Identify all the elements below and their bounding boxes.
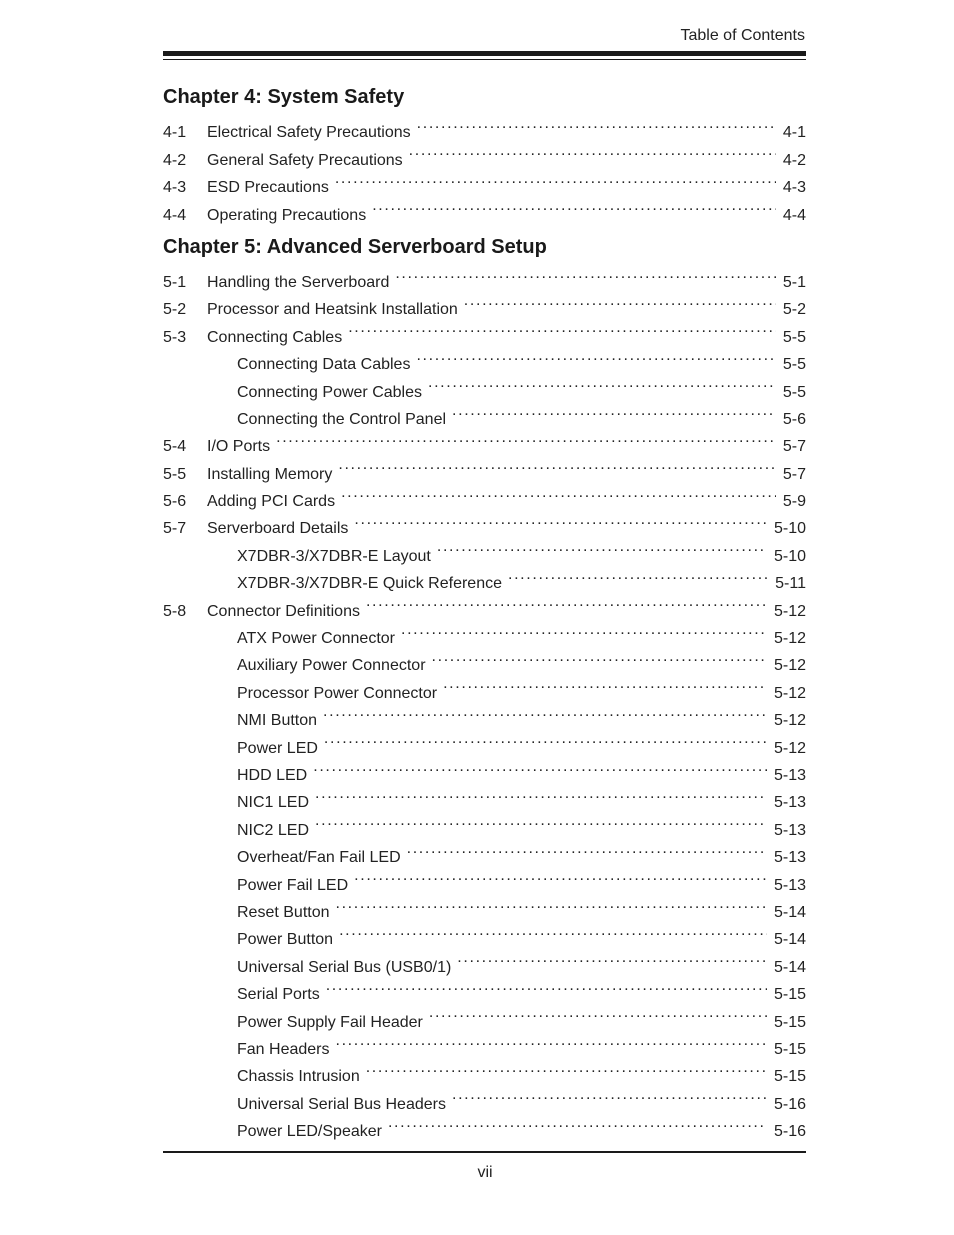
header-rule-thick	[163, 51, 806, 56]
toc-entry-page: 5-6	[782, 410, 806, 428]
dot-leader	[428, 369, 776, 396]
toc-entry-title: Processor and Heatsink Installation	[207, 301, 458, 319]
toc-entry-title: Auxiliary Power Connector	[237, 657, 426, 675]
toc-entry-title: X7DBR-3/X7DBR-E Layout	[237, 547, 431, 565]
toc-entry-title: I/O Ports	[207, 438, 271, 456]
dot-leader	[276, 424, 776, 451]
toc-entry-number: 5-4	[163, 438, 187, 456]
running-header: Table of Contents	[680, 27, 805, 44]
page-number: vii	[477, 1164, 493, 1181]
chapter-block	[163, 234, 806, 1141]
toc-entry-page: 5-16	[773, 1095, 806, 1113]
toc-entry-page: 5-14	[773, 931, 806, 949]
toc-entry-page: 5-12	[773, 657, 806, 675]
dot-leader	[354, 862, 767, 889]
dot-leader	[324, 725, 767, 752]
toc-entry-title: Universal Serial Bus Headers	[237, 1095, 446, 1113]
dot-leader	[457, 944, 767, 971]
toc-entry-page: 5-15	[773, 1040, 806, 1058]
toc-entry-page: 4-1	[782, 124, 806, 142]
dot-leader	[464, 287, 776, 314]
toc-entry-title: Reset Button	[237, 903, 330, 921]
toc-entry-page: 5-13	[773, 849, 806, 867]
toc-entry-page: 4-4	[782, 206, 806, 224]
dot-leader	[429, 999, 767, 1026]
toc-entry-page: 5-7	[782, 438, 806, 456]
toc-entry-page: 4-2	[782, 151, 806, 169]
toc-entry-number: 4-2	[163, 151, 187, 169]
chapter-block	[163, 84, 806, 224]
dot-leader	[326, 972, 767, 999]
dot-leader	[339, 917, 767, 944]
dot-leader	[366, 588, 767, 615]
dot-leader	[335, 165, 776, 192]
toc-entry-title: Power LED	[237, 739, 318, 757]
toc-entry-title: ATX Power Connector	[237, 630, 395, 648]
dot-leader	[388, 1109, 767, 1136]
chapter-title: Chapter 5: Advanced Serverboard Setup	[163, 235, 547, 258]
toc-entry-title: Fan Headers	[237, 1040, 330, 1058]
toc-entry-number: 4-1	[163, 124, 187, 142]
toc-entry-title: Universal Serial Bus (USB0/1)	[237, 958, 452, 976]
table-of-contents	[163, 84, 806, 1141]
dot-leader	[338, 451, 776, 478]
toc-entry-list	[163, 110, 806, 224]
toc-entry-number: 5-8	[163, 602, 187, 620]
toc-entry-title: Handling the Serverboard	[207, 273, 390, 291]
toc-entry-title: Serverboard Details	[207, 520, 349, 538]
toc-entry-title: Operating Precautions	[207, 206, 367, 224]
toc-entry-number: 5-6	[163, 493, 187, 511]
dot-leader	[354, 506, 767, 533]
toc-entry-page: 5-10	[773, 547, 806, 565]
toc-entry-page: 5-14	[773, 903, 806, 921]
toc-entry-number: 5-5	[163, 465, 187, 483]
footer-rule	[163, 1151, 806, 1153]
toc-entry-title: Electrical Safety Precautions	[207, 124, 411, 142]
toc-entry-title: Connecting Power Cables	[237, 383, 422, 401]
toc-entry-number: 5-2	[163, 301, 187, 319]
toc-entry-title: Installing Memory	[207, 465, 333, 483]
toc-entry-page: 5-12	[773, 630, 806, 648]
toc-entry-page: 5-13	[773, 876, 806, 894]
dot-leader	[366, 1054, 767, 1081]
toc-entry-page: 5-12	[773, 602, 806, 620]
toc-entry-page: 5-14	[773, 958, 806, 976]
dot-leader	[416, 342, 775, 369]
dot-leader	[452, 1081, 767, 1108]
toc-entry-title: Chassis Intrusion	[237, 1068, 360, 1086]
toc-entry-number: 5-3	[163, 328, 187, 346]
header-rule-thin	[163, 59, 806, 60]
toc-entry-page: 5-13	[773, 794, 806, 812]
dot-leader	[437, 533, 767, 560]
dot-leader	[409, 137, 776, 164]
dot-leader	[508, 561, 768, 588]
toc-entry-title: Power LED/Speaker	[237, 1123, 382, 1141]
toc-entry-page: 5-2	[782, 301, 806, 319]
dot-leader	[395, 260, 776, 287]
toc-entry-title: Connecting Cables	[207, 328, 343, 346]
toc-entry-title: Connecting the Control Panel	[237, 410, 447, 428]
toc-entry-page: 5-13	[773, 821, 806, 839]
toc-entry-page: 5-7	[782, 465, 806, 483]
toc-entry-number: 5-1	[163, 273, 187, 291]
toc-entry-page: 5-15	[773, 1013, 806, 1031]
toc-entry-page: 5-12	[773, 739, 806, 757]
chapter-title: Chapter 4: System Safety	[163, 86, 405, 108]
toc-entry-page: 4-3	[782, 179, 806, 197]
toc-entry-title: Connecting Data Cables	[237, 356, 411, 374]
toc-entry-title: General Safety Precautions	[207, 151, 403, 169]
toc-entry-title: Adding PCI Cards	[207, 493, 336, 511]
toc-entry-title: Power Fail LED	[237, 876, 349, 894]
toc-entry-title: Serial Ports	[237, 986, 320, 1004]
toc-entry-number: 4-4	[163, 206, 187, 224]
dot-leader	[313, 753, 767, 780]
toc-entry-title: Power Button	[237, 931, 334, 949]
dot-leader	[372, 192, 776, 219]
toc-entry-title: NIC2 LED	[237, 821, 310, 839]
dot-leader	[407, 835, 767, 862]
dot-leader	[443, 670, 767, 697]
toc-entry-page: 5-9	[782, 493, 806, 511]
toc-entry-title: Connector Definitions	[207, 602, 360, 620]
toc-entry-page: 5-15	[773, 1068, 806, 1086]
toc-entry-page: 5-16	[773, 1123, 806, 1141]
toc-entry-page: 5-12	[773, 712, 806, 730]
dot-leader	[341, 479, 776, 506]
dot-leader	[401, 616, 767, 643]
dot-leader	[336, 890, 767, 917]
toc-entry-title: Overheat/Fan Fail LED	[237, 849, 401, 867]
toc-entry-number: 5-7	[163, 520, 187, 538]
toc-entry-title: NIC1 LED	[237, 794, 310, 812]
dot-leader	[315, 807, 767, 834]
toc-entry-page: 5-5	[782, 328, 806, 346]
toc-entry	[163, 260, 806, 291]
dot-leader	[323, 698, 767, 725]
dot-leader	[417, 110, 776, 137]
toc-entry-number: 4-3	[163, 179, 187, 197]
toc-entry-page: 5-13	[773, 766, 806, 784]
toc-entry	[163, 110, 806, 142]
toc-entry-title: Power Supply Fail Header	[237, 1013, 423, 1031]
toc-entry-page: 5-12	[773, 684, 806, 702]
toc-entry-title: Processor Power Connector	[237, 684, 438, 702]
toc-entry-page: 5-5	[782, 356, 806, 374]
toc-entry-page: 5-10	[773, 520, 806, 538]
toc-entry-title: NMI Button	[237, 712, 318, 730]
dot-leader	[432, 643, 767, 670]
toc-entry-title: X7DBR-3/X7DBR-E Quick Reference	[237, 575, 502, 593]
toc-entry-title: ESD Precautions	[207, 179, 329, 197]
dot-leader	[315, 780, 767, 807]
dot-leader	[336, 1027, 767, 1054]
toc-entry-page: 5-5	[782, 383, 806, 401]
dot-leader	[348, 314, 776, 341]
toc-entry-list	[163, 260, 806, 1141]
toc-entry-page: 5-15	[773, 986, 806, 1004]
toc-entry-title: HDD LED	[237, 766, 308, 784]
toc-entry-page: 5-11	[775, 575, 806, 593]
toc-entry-page: 5-1	[782, 273, 806, 291]
dot-leader	[452, 397, 776, 424]
